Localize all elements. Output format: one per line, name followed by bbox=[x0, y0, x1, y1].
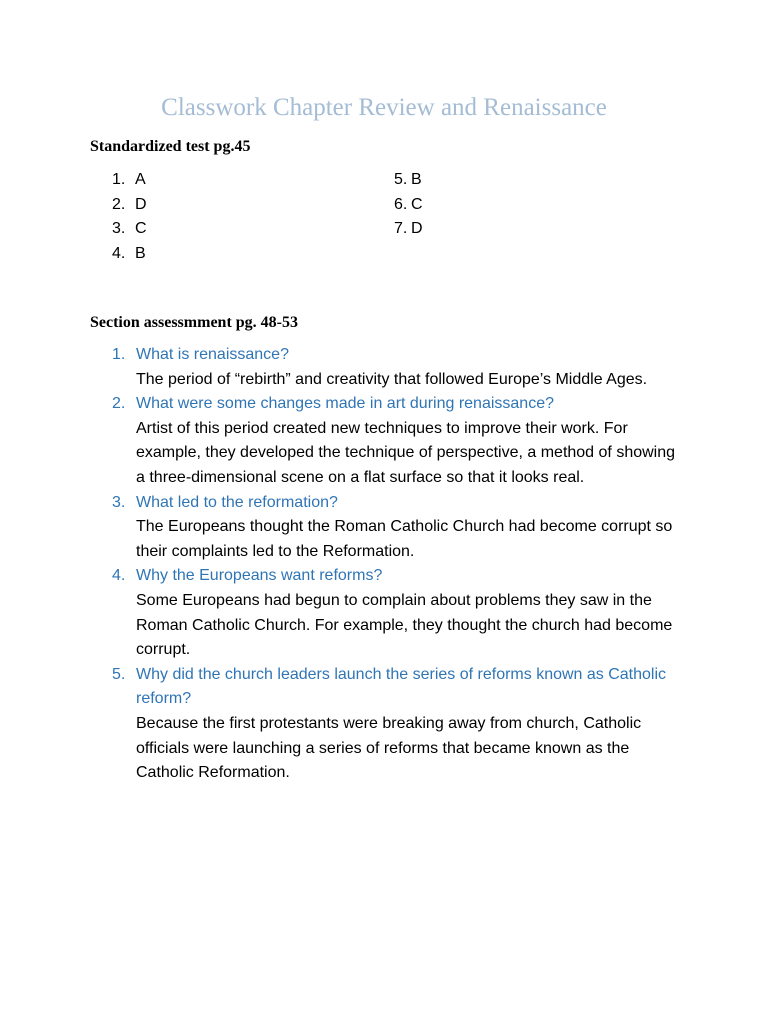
answer-value: D bbox=[135, 195, 147, 213]
answer-number: 6. bbox=[394, 195, 408, 213]
question-number: 1. bbox=[112, 346, 126, 363]
answer-item bbox=[112, 168, 147, 193]
answer-value: A bbox=[135, 171, 146, 188]
answer-value: C bbox=[411, 195, 423, 213]
list-item bbox=[112, 491, 692, 565]
answer-number: 3. bbox=[112, 220, 126, 237]
answer-text: Because the first protestants were breaking away from church, Catholic officials were launching a series of reforms that became known as the Catholic Reformation. bbox=[136, 714, 642, 782]
answer-text: Artist of this period created new techniques to improve their work. For example, they developed the technique of perspective, a method of showing a three-dimensional scene on a flat surface so that it looks real. bbox=[136, 419, 676, 486]
answers-column-left bbox=[112, 168, 147, 266]
question-number: 3. bbox=[112, 493, 126, 511]
question-text: What were some changes made in art during renaissance? bbox=[136, 395, 554, 413]
answer-number: 1. bbox=[112, 171, 126, 188]
standardized-test-heading: Standardized test pg.45 bbox=[90, 138, 251, 155]
section-assessment-heading: Section assessmment pg. 48-53 bbox=[90, 314, 298, 331]
answer-item bbox=[394, 193, 423, 218]
answer-number: 4. bbox=[112, 244, 126, 262]
answer-item bbox=[112, 242, 147, 267]
list-item bbox=[112, 343, 692, 392]
answer-value: C bbox=[135, 220, 147, 237]
answer-item bbox=[112, 193, 147, 218]
answer-number: 2. bbox=[112, 195, 126, 213]
answer-item bbox=[394, 168, 423, 193]
document-title: Classwork Chapter Review and Renaissance bbox=[161, 94, 607, 121]
question-number: 2. bbox=[112, 395, 126, 413]
answer-value: D bbox=[411, 220, 423, 237]
answer-value: B bbox=[135, 244, 146, 262]
list-item bbox=[112, 564, 692, 662]
question-text: Why did the church leaders launch the series of reforms known as Catholic reform? bbox=[136, 665, 667, 708]
answer-number: 5. bbox=[394, 171, 408, 188]
question-number: 5. bbox=[112, 665, 126, 683]
question-text: What led to the reformation? bbox=[136, 493, 338, 511]
answer-value: B bbox=[411, 171, 422, 188]
question-text: What is renaissance? bbox=[136, 346, 289, 363]
list-item bbox=[112, 663, 692, 786]
answer-item bbox=[112, 217, 147, 242]
answers-column-right bbox=[394, 168, 423, 242]
answer-text: Some Europeans had begun to complain about problems they saw in the Roman Catholic Church. For example, they thought the church had become corrupt. bbox=[136, 591, 673, 659]
list-item bbox=[112, 392, 692, 490]
question-list bbox=[112, 343, 692, 786]
question-text: Why the Europeans want reforms? bbox=[136, 567, 383, 585]
question-number: 4. bbox=[112, 567, 126, 585]
answer-item bbox=[394, 217, 423, 242]
answer-number: 7. bbox=[394, 220, 408, 237]
answer-text: The Europeans thought the Roman Catholic Church had become corrupt so their complaints led to the Reformation. bbox=[136, 518, 673, 560]
answer-text: The period of “rebirth” and creativity that followed Europe’s Middle Ages. bbox=[136, 370, 648, 388]
